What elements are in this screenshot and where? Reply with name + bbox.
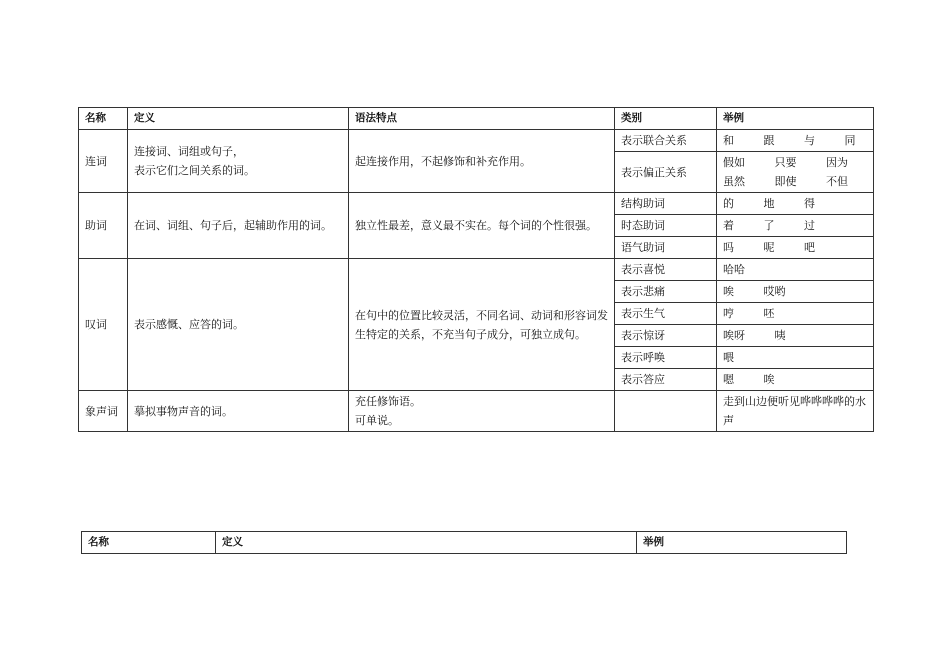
table-row xyxy=(79,391,874,432)
examples-cell xyxy=(717,369,874,391)
onomatopoeia-name: 象声词 xyxy=(79,391,128,432)
example-word: 呸 xyxy=(763,307,775,320)
examples-cell xyxy=(717,325,874,347)
examples-cell xyxy=(717,237,874,259)
category-cell: 表示喜悦 xyxy=(615,259,717,281)
category-cell xyxy=(615,391,717,432)
header-features: 语法特点 xyxy=(349,108,615,130)
example-word: 虽然 xyxy=(723,175,745,188)
example-word: 嗯 xyxy=(723,373,734,386)
category-cell: 结构助词 xyxy=(615,193,717,215)
example-word: 和 xyxy=(723,134,734,147)
onomatopoeia-features: 充任修饰语。 可单说。 xyxy=(349,391,615,432)
examples-cell xyxy=(717,303,874,325)
header-examples: 举例 xyxy=(717,108,874,130)
category-cell: 语气助词 xyxy=(615,237,717,259)
example-line xyxy=(723,153,867,172)
example-word: 即使 xyxy=(774,175,797,188)
example-word: 喂 xyxy=(723,351,734,364)
example-word: 只要 xyxy=(774,156,797,169)
header-definition: 定义 xyxy=(216,532,637,554)
header-definition: 定义 xyxy=(128,108,349,130)
examples-cell xyxy=(717,347,874,369)
particle-features: 独立性最差，意义最不实在。每个词的个性很强。 xyxy=(349,193,615,259)
example-word: 哼 xyxy=(723,307,734,320)
example-word: 着 xyxy=(723,219,734,232)
second-table xyxy=(81,531,847,554)
category-cell: 表示悲痛 xyxy=(615,281,717,303)
example-word: 吗 xyxy=(723,241,734,254)
interjection-definition: 表示感慨、应答的词。 xyxy=(128,259,349,391)
example-word: 咦 xyxy=(774,329,786,342)
table-header-row xyxy=(79,108,874,130)
category-cell: 表示偏正关系 xyxy=(615,152,717,193)
example-word: 因为 xyxy=(826,156,848,169)
example-word: 同 xyxy=(844,134,856,147)
particle-definition: 在词、词组、句子后，起辅助作用的词。 xyxy=(128,193,349,259)
category-cell: 表示答应 xyxy=(615,369,717,391)
example-word: 呢 xyxy=(763,241,775,254)
example-word: 的 xyxy=(723,197,734,210)
examples-cell xyxy=(717,281,874,303)
table-header-row xyxy=(82,532,847,554)
example-word: 假如 xyxy=(723,156,745,169)
example-word: 地 xyxy=(763,197,775,210)
example-word: 跟 xyxy=(763,134,775,147)
example-line xyxy=(723,172,867,191)
category-cell: 表示生气 xyxy=(615,303,717,325)
example-word: 与 xyxy=(804,134,815,147)
example-word: 吧 xyxy=(804,241,815,254)
example-word: 哎哟 xyxy=(763,285,786,298)
examples-cell xyxy=(717,130,874,152)
interjection-features: 在句中的位置比较灵活，不同名词、动词和形容词发生特定的关系，不充当句子成分，可独立成句。 xyxy=(349,259,615,391)
word-class-table xyxy=(78,107,874,432)
category-cell: 时态助词 xyxy=(615,215,717,237)
onomatopoeia-definition: 摹拟事物声音的词。 xyxy=(128,391,349,432)
examples-cell xyxy=(717,193,874,215)
example-word: 唉呀 xyxy=(723,329,745,342)
example-word: 得 xyxy=(804,197,815,210)
category-cell: 表示惊讶 xyxy=(615,325,717,347)
examples-cell xyxy=(717,259,874,281)
table-row xyxy=(79,259,874,281)
header-category: 类别 xyxy=(615,108,717,130)
particle-name: 助词 xyxy=(79,193,128,259)
example-word: 唉 xyxy=(763,373,775,386)
example-word: 过 xyxy=(804,219,815,232)
header-examples: 举例 xyxy=(637,532,847,554)
example-word: 唉 xyxy=(723,285,734,298)
examples-cell xyxy=(717,152,874,193)
interjection-name: 叹词 xyxy=(79,259,128,391)
header-name: 名称 xyxy=(79,108,128,130)
table-row xyxy=(79,130,874,152)
example-word: 哈哈 xyxy=(723,263,745,276)
category-cell: 表示呼唤 xyxy=(615,347,717,369)
conjunction-definition: 连接词、词组或句子， 表示它们之间关系的词。 xyxy=(128,130,349,193)
conjunction-features: 起连接作用，不起修饰和补充作用。 xyxy=(349,130,615,193)
example-word: 不但 xyxy=(826,175,848,188)
conjunction-name: 连词 xyxy=(79,130,128,193)
category-cell: 表示联合关系 xyxy=(615,130,717,152)
examples-cell: 走到山边便听见哗哗哗哗的水声 xyxy=(717,391,874,432)
example-word: 了 xyxy=(763,219,775,232)
table-row xyxy=(79,193,874,215)
header-name: 名称 xyxy=(82,532,216,554)
examples-cell xyxy=(717,215,874,237)
